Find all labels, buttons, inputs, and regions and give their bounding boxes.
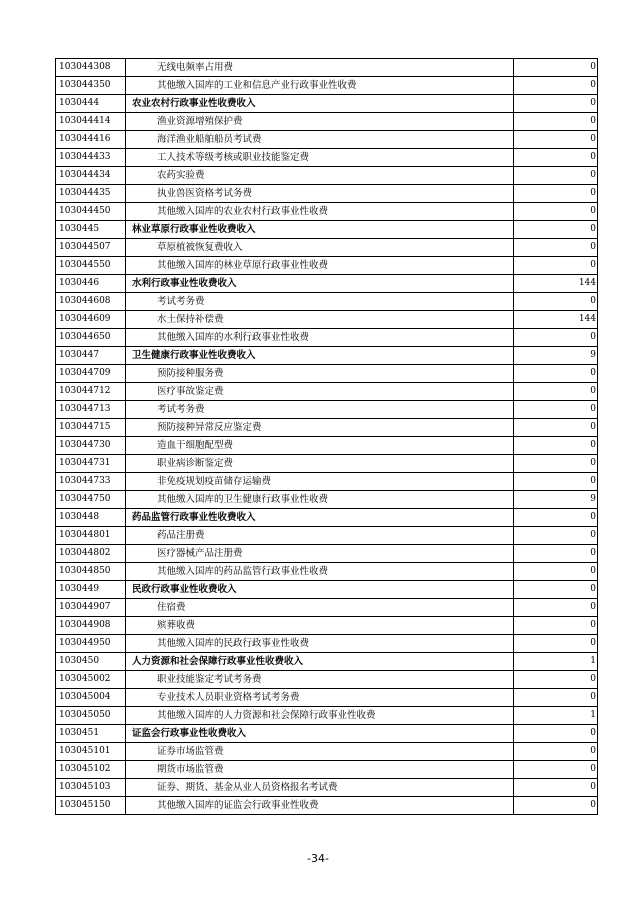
row-code: 103045050 <box>56 707 126 725</box>
row-code: 103044608 <box>56 293 126 311</box>
row-code: 1030450 <box>56 653 126 671</box>
item-name: 海洋渔业船舶船员考试费 <box>126 131 514 149</box>
item-name: 医疗事故鉴定费 <box>126 383 514 401</box>
row-value: 0 <box>514 365 598 383</box>
row-value: 1 <box>514 707 598 725</box>
item-name: 农药实验费 <box>126 167 514 185</box>
item-name: 其他缴入国库的民政行政事业性收费 <box>126 635 514 653</box>
row-code: 103045102 <box>56 761 126 779</box>
row-value: 0 <box>514 401 598 419</box>
row-value: 0 <box>514 203 598 221</box>
row-code: 103044350 <box>56 77 126 95</box>
row-code: 1030444 <box>56 95 126 113</box>
row-code: 103044907 <box>56 599 126 617</box>
row-value: 0 <box>514 563 598 581</box>
row-code: 103044802 <box>56 545 126 563</box>
row-code: 1030446 <box>56 275 126 293</box>
row-value: 0 <box>514 509 598 527</box>
item-name: 职业技能鉴定考试考务费 <box>126 671 514 689</box>
row-code: 103044715 <box>56 419 126 437</box>
row-value: 0 <box>514 671 598 689</box>
row-value: 0 <box>514 419 598 437</box>
row-value: 144 <box>514 311 598 329</box>
row-value: 9 <box>514 347 598 365</box>
row-code: 103044550 <box>56 257 126 275</box>
table-row <box>56 581 598 599</box>
table-row <box>56 293 598 311</box>
row-value: 0 <box>514 167 598 185</box>
row-value: 9 <box>514 491 598 509</box>
table-row <box>56 545 598 563</box>
item-name: 其他缴入国库的工业和信息产业行政事业性收费 <box>126 77 514 95</box>
row-code: 103044750 <box>56 491 126 509</box>
table-row <box>56 419 598 437</box>
item-name: 草原植被恢复费收入 <box>126 239 514 257</box>
row-value: 0 <box>514 113 598 131</box>
row-value: 144 <box>514 275 598 293</box>
item-name: 考试考务费 <box>126 293 514 311</box>
row-code: 103045002 <box>56 671 126 689</box>
row-value: 0 <box>514 437 598 455</box>
row-value: 0 <box>514 455 598 473</box>
category-name: 水利行政事业性收费收入 <box>126 275 514 293</box>
table-row <box>56 383 598 401</box>
item-name: 预防接种服务费 <box>126 365 514 383</box>
row-code: 103045004 <box>56 689 126 707</box>
item-name: 无线电频率占用费 <box>126 59 514 77</box>
row-value: 0 <box>514 329 598 347</box>
row-code: 103045150 <box>56 797 126 815</box>
row-value: 0 <box>514 797 598 815</box>
row-value: 0 <box>514 545 598 563</box>
table-row <box>56 743 598 761</box>
row-code: 103044650 <box>56 329 126 347</box>
row-value: 0 <box>514 473 598 491</box>
table-row <box>56 221 598 239</box>
table-row <box>56 491 598 509</box>
row-code: 103044414 <box>56 113 126 131</box>
row-code: 103044435 <box>56 185 126 203</box>
item-name: 其他缴入国库的林业草原行政事业性收费 <box>126 257 514 275</box>
item-name: 殡葬收费 <box>126 617 514 635</box>
table-row <box>56 689 598 707</box>
row-code: 1030447 <box>56 347 126 365</box>
row-code: 103044712 <box>56 383 126 401</box>
row-code: 1030445 <box>56 221 126 239</box>
item-name: 其他缴入国库的水利行政事业性收费 <box>126 329 514 347</box>
table-row <box>56 77 598 95</box>
table-row <box>56 113 598 131</box>
row-value: 0 <box>514 95 598 113</box>
table-row <box>56 365 598 383</box>
table-row <box>56 149 598 167</box>
page-number: -34- <box>307 852 329 865</box>
row-value: 0 <box>514 743 598 761</box>
table-row <box>56 203 598 221</box>
row-code: 103044433 <box>56 149 126 167</box>
item-name: 其他缴入国库的证监会行政事业性收费 <box>126 797 514 815</box>
table-row <box>56 797 598 815</box>
item-name: 执业兽医资格考试务费 <box>126 185 514 203</box>
item-name: 其他缴入国库的卫生健康行政事业性收费 <box>126 491 514 509</box>
item-name: 水土保持补偿费 <box>126 311 514 329</box>
table-row <box>56 527 598 545</box>
row-value: 0 <box>514 617 598 635</box>
item-name: 其他缴入国库的药品监管行政事业性收费 <box>126 563 514 581</box>
row-code: 103045101 <box>56 743 126 761</box>
table-row <box>56 275 598 293</box>
table-row <box>56 185 598 203</box>
item-name: 药品注册费 <box>126 527 514 545</box>
row-code: 103044450 <box>56 203 126 221</box>
table-row <box>56 311 598 329</box>
item-name: 住宿费 <box>126 599 514 617</box>
row-code: 103044850 <box>56 563 126 581</box>
row-code: 103044730 <box>56 437 126 455</box>
row-value: 0 <box>514 599 598 617</box>
item-name: 其他缴入国库的农业农村行政事业性收费 <box>126 203 514 221</box>
table-row <box>56 563 598 581</box>
row-value: 0 <box>514 725 598 743</box>
row-value: 0 <box>514 77 598 95</box>
item-name: 职业病诊断鉴定费 <box>126 455 514 473</box>
table-row <box>56 635 598 653</box>
table-row <box>56 59 598 77</box>
row-code: 103045103 <box>56 779 126 797</box>
revenue-table-body <box>56 59 598 815</box>
row-value: 0 <box>514 581 598 599</box>
table-row <box>56 761 598 779</box>
table-row <box>56 455 598 473</box>
item-name: 医疗器械产品注册费 <box>126 545 514 563</box>
row-value: 0 <box>514 59 598 77</box>
row-code: 103044434 <box>56 167 126 185</box>
row-code: 103044709 <box>56 365 126 383</box>
category-name: 卫生健康行政事业性收费收入 <box>126 347 514 365</box>
row-code: 103044713 <box>56 401 126 419</box>
row-code: 1030449 <box>56 581 126 599</box>
table-row <box>56 437 598 455</box>
row-value: 1 <box>514 653 598 671</box>
row-code: 103044308 <box>56 59 126 77</box>
table-row <box>56 707 598 725</box>
row-value: 0 <box>514 239 598 257</box>
row-value: 0 <box>514 149 598 167</box>
item-name: 证券、期货、基金从业人员资格报名考试费 <box>126 779 514 797</box>
row-code: 103044609 <box>56 311 126 329</box>
row-value: 0 <box>514 383 598 401</box>
table-row <box>56 401 598 419</box>
row-code: 103044801 <box>56 527 126 545</box>
category-name: 农业农村行政事业性收费收入 <box>126 95 514 113</box>
item-name: 预防接种异常反应鉴定费 <box>126 419 514 437</box>
table-row <box>56 95 598 113</box>
item-name: 工人技术等级考核或职业技能鉴定费 <box>126 149 514 167</box>
table-row <box>56 473 598 491</box>
row-code: 103044950 <box>56 635 126 653</box>
row-value: 0 <box>514 635 598 653</box>
row-value: 0 <box>514 221 598 239</box>
table-row <box>56 599 598 617</box>
table-row <box>56 671 598 689</box>
category-name: 证监会行政事业性收费收入 <box>126 725 514 743</box>
category-name: 药品监管行政事业性收费收入 <box>126 509 514 527</box>
row-value: 0 <box>514 257 598 275</box>
table-row <box>56 347 598 365</box>
item-name: 期货市场监管费 <box>126 761 514 779</box>
row-value: 0 <box>514 779 598 797</box>
item-name: 专业技术人员职业资格考试考务费 <box>126 689 514 707</box>
item-name: 证券市场监管费 <box>126 743 514 761</box>
row-code: 103044908 <box>56 617 126 635</box>
row-code: 1030451 <box>56 725 126 743</box>
table-row <box>56 617 598 635</box>
category-name: 林业草原行政事业性收费收入 <box>126 221 514 239</box>
revenue-table <box>55 58 598 815</box>
row-code: 103044416 <box>56 131 126 149</box>
row-value: 0 <box>514 185 598 203</box>
row-value: 0 <box>514 131 598 149</box>
table-row <box>56 167 598 185</box>
row-value: 0 <box>514 761 598 779</box>
row-code: 103044733 <box>56 473 126 491</box>
table-row <box>56 779 598 797</box>
item-name: 其他缴入国库的人力资源和社会保障行政事业性收费 <box>126 707 514 725</box>
item-name: 非免疫规划疫苗储存运输费 <box>126 473 514 491</box>
table-row <box>56 257 598 275</box>
table-row <box>56 329 598 347</box>
table-row <box>56 131 598 149</box>
category-name: 民政行政事业性收费收入 <box>126 581 514 599</box>
item-name: 造血干细胞配型费 <box>126 437 514 455</box>
table-row <box>56 239 598 257</box>
row-code: 103044507 <box>56 239 126 257</box>
table-row <box>56 653 598 671</box>
category-name: 人力资源和社会保障行政事业性收费收入 <box>126 653 514 671</box>
row-value: 0 <box>514 689 598 707</box>
table-row <box>56 725 598 743</box>
row-code: 103044731 <box>56 455 126 473</box>
item-name: 考试考务费 <box>126 401 514 419</box>
row-value: 0 <box>514 527 598 545</box>
table-row <box>56 509 598 527</box>
row-code: 1030448 <box>56 509 126 527</box>
item-name: 渔业资源增殖保护费 <box>126 113 514 131</box>
row-value: 0 <box>514 293 598 311</box>
